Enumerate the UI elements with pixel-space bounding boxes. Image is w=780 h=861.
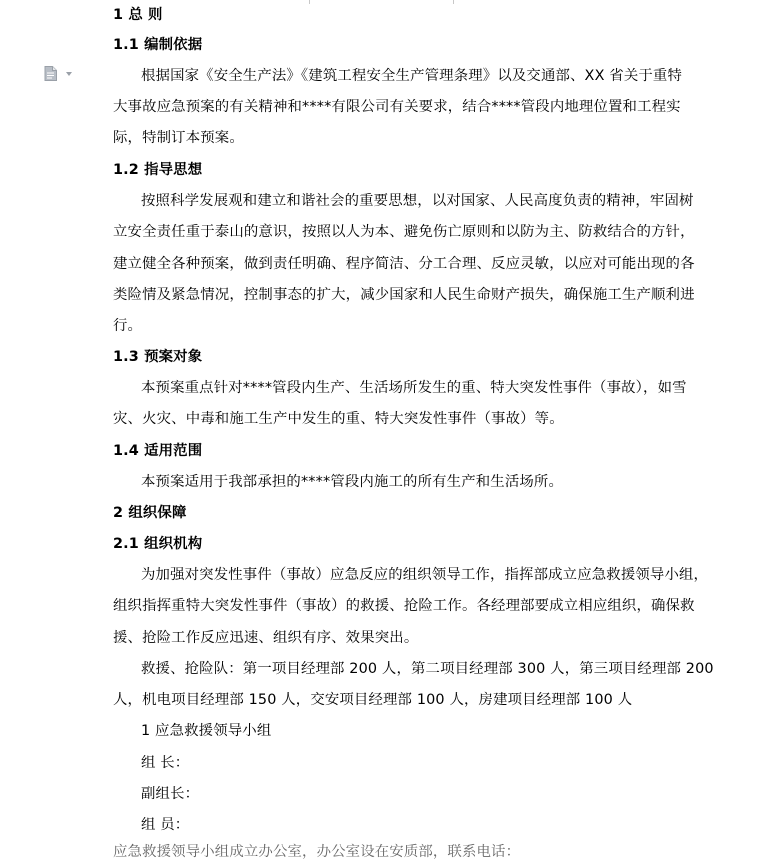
subsection-heading: 1.4 适用范围 <box>113 443 203 459</box>
paragraph-line: 本预案适用于我部承担的****管段内施工的所有生产和生活场所。 <box>141 474 563 490</box>
paragraph-line: 根据国家《安全生产法》《建筑工程安全生产管理条理》以及交通部、XX 省关于重特 <box>141 68 683 84</box>
paragraph-menu-button[interactable] <box>44 66 76 82</box>
caret-down-icon <box>66 72 72 76</box>
list-item: 1 应急救援领导小组 <box>141 723 272 739</box>
paragraph-line: 灾、火灾、中毒和施工生产中发生的重、特大突发性事件（事故）等。 <box>113 411 564 427</box>
paragraph-line: 行。 <box>113 318 143 334</box>
subsection-heading: 1.2 指导思想 <box>113 162 203 178</box>
paragraph-line: 际，特制订本预案。 <box>113 130 244 146</box>
ruler-tick <box>453 0 454 4</box>
paragraph-line: 类险情及紧急情况，控制事态的扩大，减少国家和人民生命财产损失，确保施工生产顺利进 <box>113 287 695 303</box>
ruler-tick <box>309 0 310 4</box>
section-heading: 1 总 则 <box>113 7 163 23</box>
paragraph-line: 大事故应急预案的有关精神和****有限公司有关要求，结合****管段内地理位置和工程实 <box>113 99 681 115</box>
document-icon <box>44 66 57 81</box>
paragraph-line: 组织指挥重特大突发性事件（事故）的救援、抢险工作。各经理部要成立相应组织，确保救 <box>113 598 695 614</box>
subsection-heading: 1.1 编制依据 <box>113 37 203 53</box>
list-item: 副组长： <box>141 786 200 802</box>
paragraph-line-cut: 应急救援领导小组成立办公室，办公室设在安质部，联系电话： <box>113 844 521 860</box>
paragraph-line: 人，机电项目经理部 150 人，交安项目经理部 100 人，房建项目经理部 100 人 <box>113 692 633 708</box>
paragraph-line: 建立健全各种预案，做到责任明确、程序简洁、分工合理、反应灵敏，以应对可能出现的各 <box>113 256 695 272</box>
paragraph-line: 援、抢险工作反应迅速、组织有序、效果突出。 <box>113 630 419 646</box>
subsection-heading: 1.3 预案对象 <box>113 349 203 365</box>
page-top-edge <box>0 0 780 1</box>
subsection-heading: 2.1 组织机构 <box>113 536 203 552</box>
paragraph-line: 立安全责任重于泰山的意识，按照以人为本、避免伤亡原则和以防为主、防救结合的方针， <box>113 224 695 240</box>
paragraph-line: 本预案重点针对****管段内生产、生活场所发生的重、特大突发性事件（事故），如雪 <box>141 380 687 396</box>
section-heading: 2 组织保障 <box>113 505 187 521</box>
paragraph-line: 按照科学发展观和建立和谐社会的重要思想，以对国家、人民高度负责的精神，牢固树 <box>141 193 694 209</box>
list-item: 组 长： <box>141 755 190 771</box>
list-item: 组 员： <box>141 817 190 833</box>
paragraph-line: 救援、抢险队：第一项目经理部 200 人，第二项目经理部 300 人，第三项目经理部 200 <box>141 661 714 677</box>
paragraph-line: 为加强对突发性事件（事故）应急反应的组织领导工作，指挥部成立应急救援领导小组， <box>141 567 709 583</box>
